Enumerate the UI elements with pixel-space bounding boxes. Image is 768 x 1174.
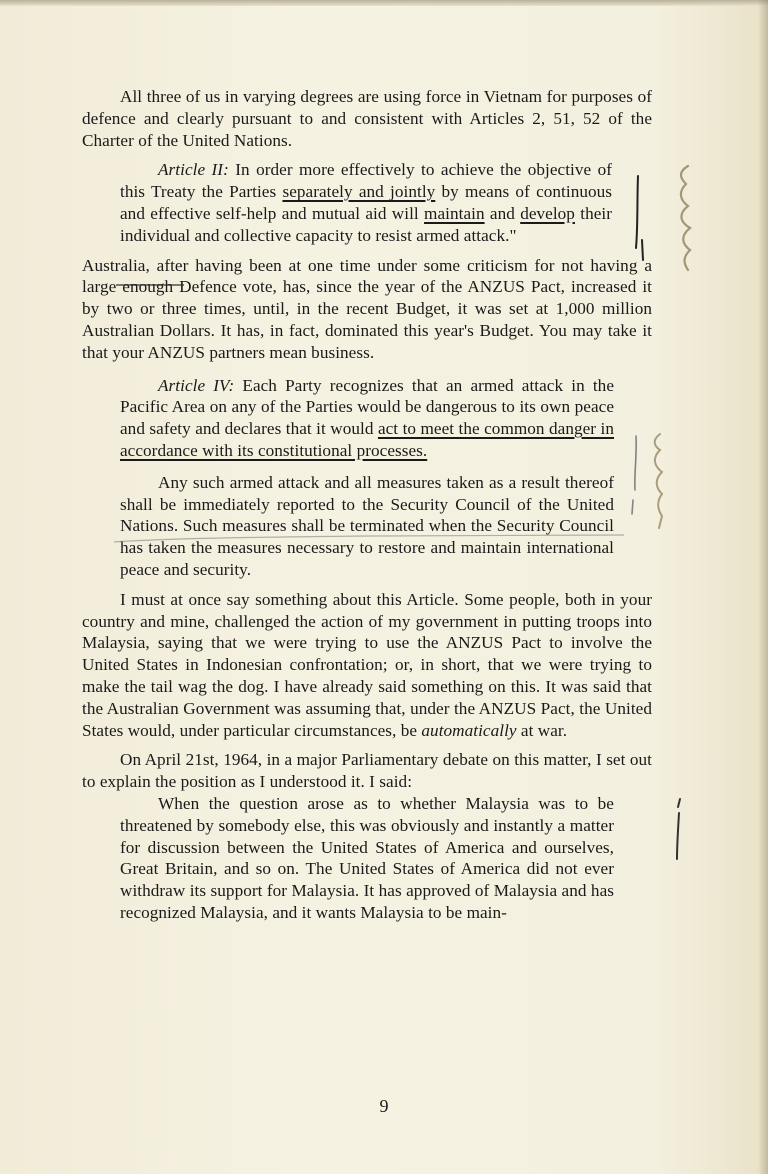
article-ii-label: Article II: <box>158 160 229 180</box>
para3-text-a: I must at once say something about this Article. Some people, both in your country and mine, challenged the action of my government in putting troops into Malaysia, saying that we were trying to use the ANZUS Pact to involve the United States in Indonesian confrontation; or, in short, that we were trying to make the tail wag the dog. I have already said something on this. It was said that the Australian Government was assuming that, under the ANZUS Pact, the United States would, under particular circumstances, be <box>82 589 652 740</box>
quote-article-ii <box>120 159 612 246</box>
margin-squiggle-article-ii <box>668 160 708 275</box>
article-ii-text-b: by means of continuous and effective self-help and mutual aid will <box>120 182 613 223</box>
margin-bracket-article-ii <box>632 170 652 265</box>
pen-underline-australia <box>114 282 194 288</box>
paragraph-malaysia-article <box>82 589 652 742</box>
pen-line-constitutional <box>112 530 632 544</box>
article-iv-label: Article IV: <box>158 375 235 395</box>
margin-bracket-article-iv <box>628 430 646 520</box>
article-ii-text-a: In order more effectively to achieve the objective of this Treaty the Parties <box>120 160 612 202</box>
article-ii-text-c: and <box>484 203 521 223</box>
underline-common-danger: act to meet the common danger in accordance with its constitutional processes. <box>120 419 614 460</box>
underline-develop: develop <box>520 203 575 223</box>
paragraph-april-debate: On April 21st, 1964, in a major Parliamentary debate on this matter, I set out to explain the position as I understood it. I said: <box>82 750 652 792</box>
paragraph-australia-budget: Australia, after having been at one time under some criticism for not having a large enough Defence vote, has, since the year of the ANZUS Pact, increased it by two or three times, until, in the recent Budget, it was set at 1,000 million Australian Dollars. It has, in fact, dominated this year's Budget. You may take it that your ANZUS partners mean business. <box>82 255 652 362</box>
article-ii-text-d: their individual and collective capacity to resist armed attack." <box>120 203 613 245</box>
page-number: 9 <box>379 1096 389 1116</box>
margin-squiggle-article-iv <box>646 428 676 533</box>
scan-top-edge <box>0 0 768 6</box>
margin-line-malaysia <box>668 795 688 865</box>
page-body <box>82 86 652 924</box>
quote-parliament-text: When the question arose as to whether Malaysia was to be threatened by somebody else, this was obviously and instantly a matter for discussion between the United States of America and ourselves, Great Britain, and so on. The United States of America did not ever withdraw its support for Malaysia. It has approved of Malaysia and has recognized Malaysia, and it wants Malaysia to be main- <box>120 793 614 922</box>
quote-article-iv-part2 <box>120 472 614 581</box>
emphasis-automatically: automatically <box>421 720 517 740</box>
para3-text-b: at war. <box>516 720 568 740</box>
underline-separately-jointly: separately and jointly <box>282 182 436 202</box>
paragraph-vietnam: All three of us in varying degrees are using force in Vietnam for purposes of defence and clearly pursuant to and consistent with Articles 2, 51, 52 of the Charter of the United Nations. <box>82 87 652 150</box>
scan-right-edge <box>758 0 768 1174</box>
article-iv-para2-text: Any such armed attack and all measures taken as a result thereof shall be immediately reported to the Security Council of the United Nations. Such measures shall be terminated when the Security Council has taken the measures necessary to restore and maintain international peace and security. <box>120 472 614 579</box>
underline-maintain: maintain <box>424 203 485 223</box>
article-iv-text-a: Each Party recognizes that an armed attack in the Pacific Area on any of the Parties would be dangerous to its own peace and safety and declares that it would <box>120 375 614 439</box>
quote-article-iv <box>120 375 614 462</box>
quote-parliament <box>120 793 614 924</box>
